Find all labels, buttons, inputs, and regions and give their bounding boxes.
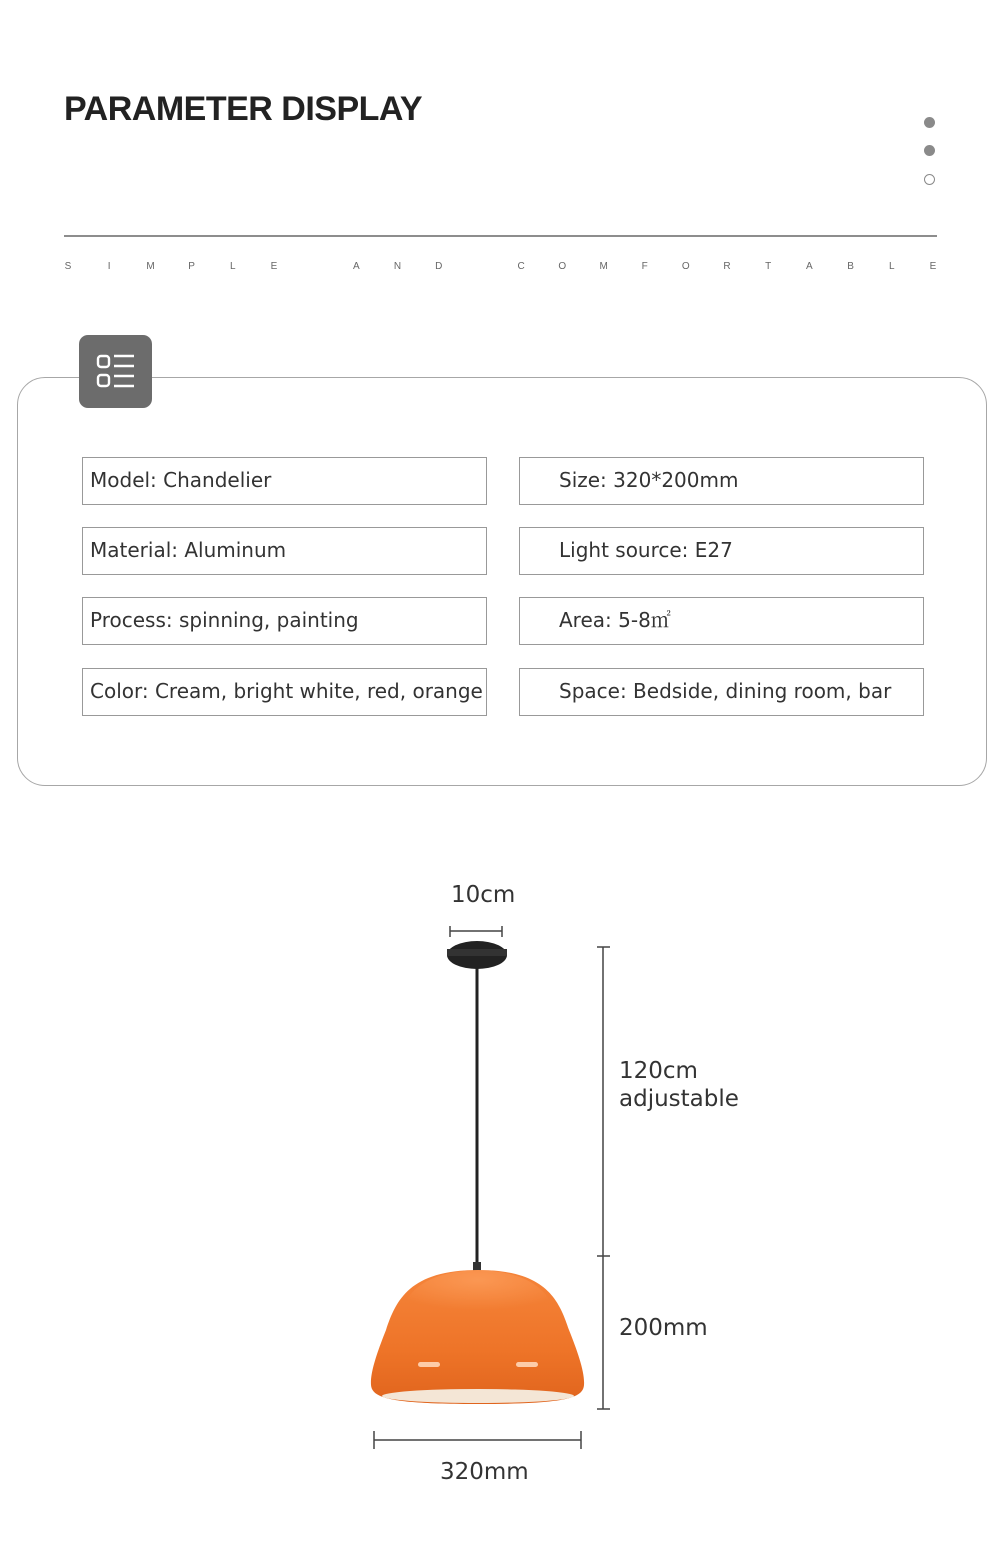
divider [64, 235, 937, 237]
tagline-letter: P [188, 261, 195, 272]
tagline-letter: M [599, 261, 608, 272]
tagline [64, 261, 937, 272]
param-space: Space: Bedside, dining room, bar [519, 668, 924, 716]
param-model: Model: Chandelier [82, 457, 487, 505]
tagline-letter: F [641, 261, 648, 272]
indicator-dot-1 [924, 117, 935, 128]
parameter-card [17, 377, 987, 786]
tagline-letter: C [517, 261, 525, 272]
shade-width-label: 320mm [440, 1459, 529, 1485]
indicator-dot-3 [924, 174, 935, 185]
param-size: Size: 320*200mm [519, 457, 924, 505]
param-color: Color: Cream, bright white, red, orange [82, 668, 487, 716]
cord-adjustable-label: adjustable [619, 1086, 739, 1112]
shade-height-label: 200mm [619, 1315, 708, 1341]
tagline-letter: A [352, 261, 360, 272]
tagline-letter: D [435, 261, 443, 272]
list-icon [79, 335, 152, 408]
tagline-letter: S [64, 261, 72, 272]
tagline-letter: L [229, 261, 236, 272]
canopy-width-label: 10cm [451, 882, 516, 908]
tagline-letter: R [723, 261, 731, 272]
tagline-letter: N [393, 261, 402, 272]
param-area: Area: 5-8㎡ [519, 597, 924, 645]
tagline-letter: O [681, 261, 690, 272]
height-dimension [597, 947, 610, 1409]
tagline-letter: I [107, 261, 111, 272]
shade-width-dimension [374, 1431, 581, 1449]
param-light-source: Light source: E27 [519, 527, 924, 575]
param-process: Process: spinning, painting [82, 597, 487, 645]
canopy-dimension [450, 926, 502, 937]
tagline-letter: O [558, 261, 567, 272]
tagline-letter: E [270, 261, 278, 272]
tagline-letter: L [888, 261, 895, 272]
tagline-letter: B [847, 261, 854, 272]
indicator-dot-2 [924, 145, 935, 156]
tagline-letter: A [806, 261, 813, 272]
tagline-letter [311, 261, 319, 272]
tagline-letter: T [765, 261, 772, 272]
tagline-letter: E [929, 261, 937, 272]
param-material: Material: Aluminum [82, 527, 487, 575]
tagline-letter: M [146, 261, 155, 272]
page-title: PARAMETER DISPLAY [64, 90, 422, 128]
lamp-shade [371, 1270, 584, 1404]
tagline-letter [476, 261, 484, 272]
cord-length-label: 120cm [619, 1058, 698, 1084]
